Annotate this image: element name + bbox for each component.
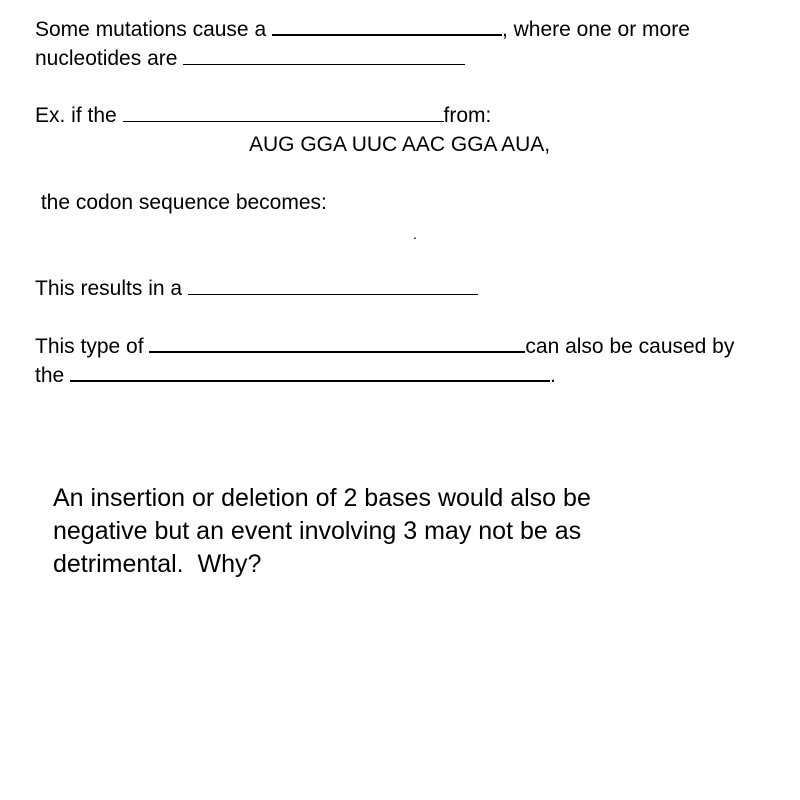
cause-text-2: can also be caused by — [525, 335, 735, 358]
frameshift-line-2 — [35, 47, 465, 71]
cause-line-2 — [35, 364, 556, 388]
cause-text-3: the — [35, 364, 71, 387]
question-line-3: detrimental. Why? — [53, 550, 262, 578]
question-line-2: negative but an event involving 3 may not be as — [53, 517, 582, 545]
example-text-1: Ex. if the — [35, 104, 123, 127]
frameshift-text-2: , where one or more — [501, 18, 690, 41]
codon-becomes-text: the codon sequence becomes: — [35, 191, 327, 214]
example-line-1 — [35, 104, 491, 128]
frameshift-text-3: nucleotides are — [35, 47, 184, 70]
example-text-2: from: — [443, 104, 492, 127]
blank-cause[interactable] — [70, 379, 550, 382]
blank-nucleotides[interactable] — [183, 63, 465, 65]
blank-result[interactable] — [188, 293, 478, 295]
cause-line-1 — [35, 335, 734, 359]
question-line-1: An insertion or deletion of 2 bases would also be — [53, 484, 591, 512]
frameshift-line-1 — [35, 18, 690, 42]
cause-text-4: . — [550, 364, 556, 387]
cause-text-1: This type of — [35, 335, 150, 358]
blank-example[interactable] — [123, 120, 444, 122]
blank-mutation-type[interactable] — [272, 33, 502, 36]
codon-sequence: AUG GGA UUC AAC GGA AUA, — [249, 133, 551, 156]
blank-mutation-category[interactable] — [149, 350, 525, 353]
result-text: This results in a — [35, 277, 188, 300]
frameshift-text-1: Some mutations cause a — [35, 18, 272, 41]
result-line — [35, 277, 478, 301]
sequence-dot: . — [413, 226, 417, 242]
